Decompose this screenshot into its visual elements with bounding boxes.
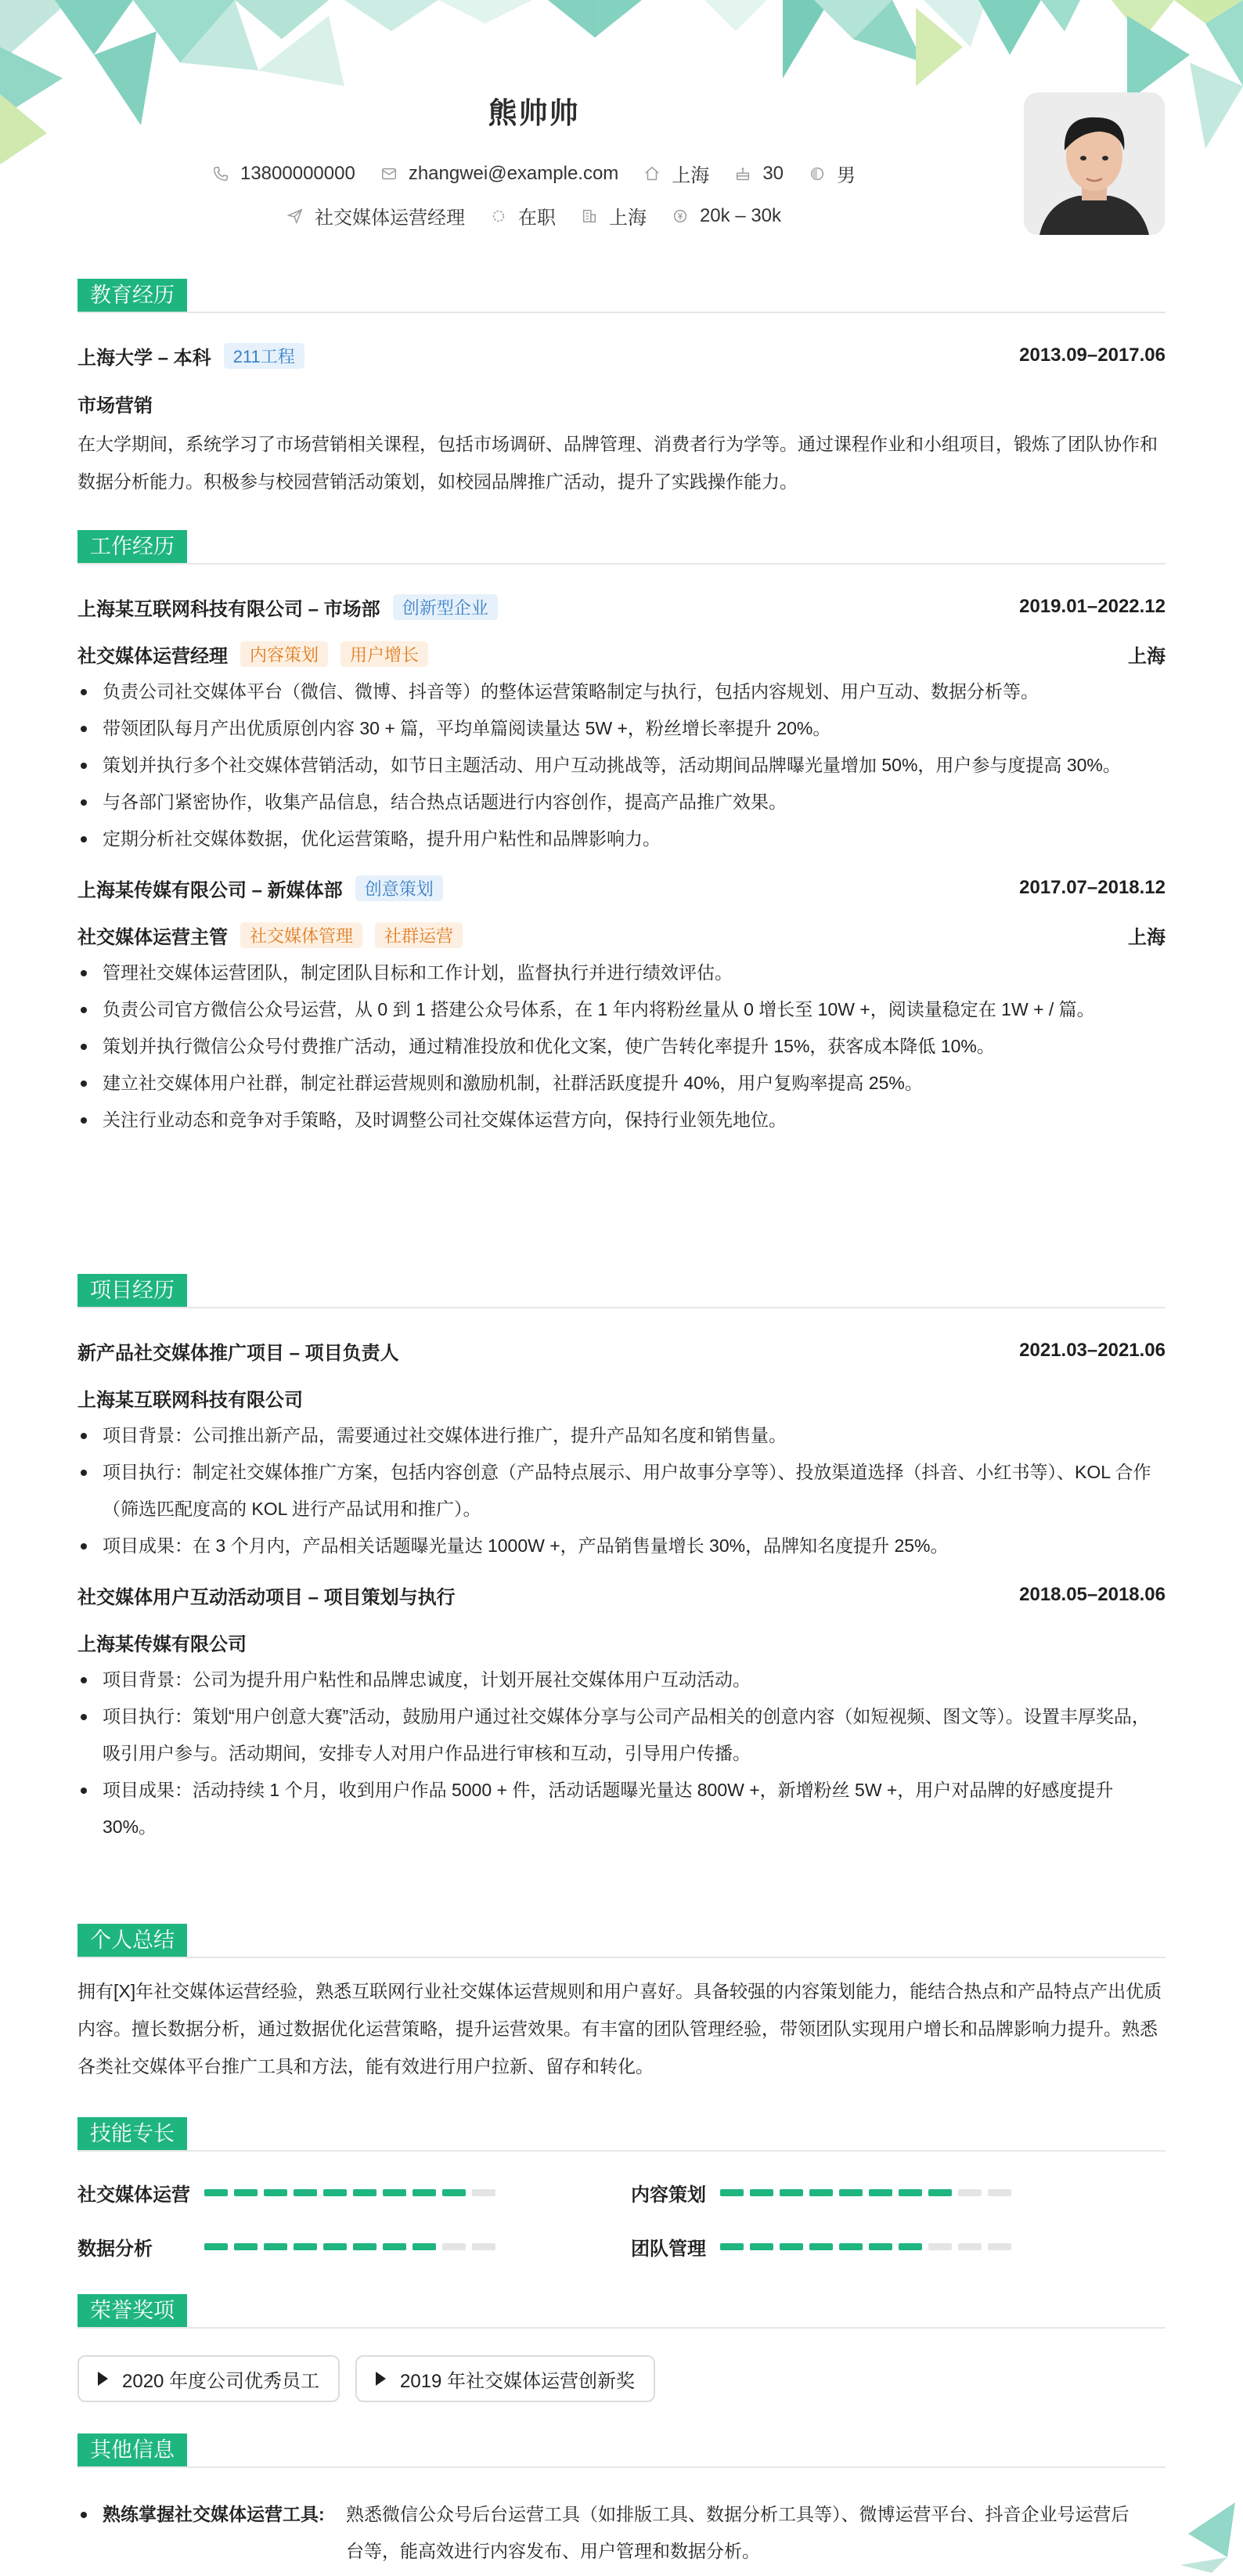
skill-level-segment bbox=[780, 2243, 803, 2250]
skill-level-segment bbox=[413, 2243, 436, 2250]
other-section bbox=[77, 2433, 1166, 2468]
skill-level-segment bbox=[204, 2243, 228, 2250]
other-text-line: 熟悉微信公众号后台运营工具（如排版工具、数据分析工具等）、微博运营平台、抖音企业号运营后 bbox=[346, 2504, 1130, 2524]
section-title: 项目经历 bbox=[77, 1274, 187, 1307]
status-item bbox=[490, 202, 556, 229]
education-desc: 在大学期间，系统学习了市场营销相关课程，包括市场调研、品牌管理、消费者行为学等。通过课程作业和小组项目，锻炼了团队协作和数据分析能力。积极参与校园营销活动策划，如校园品牌推广活动，提升了实践操作能力。 bbox=[77, 434, 1158, 492]
skill-level-segment bbox=[720, 2243, 744, 2250]
company-tag: 创意策划 bbox=[355, 875, 443, 901]
skill-item bbox=[631, 2179, 1018, 2206]
gender-item bbox=[809, 160, 856, 187]
job-role-row bbox=[77, 922, 1166, 948]
job-title: 社交媒体运营经理 bbox=[314, 207, 465, 229]
salary: 20k – 30k bbox=[699, 204, 782, 226]
other-label: 熟练掌握社交媒体运营工具: bbox=[103, 2504, 325, 2524]
status-icon bbox=[490, 207, 507, 225]
summary-text: 拥有[X]年社交媒体运营经验，熟悉互联网行业社交媒体运营规则和用户喜好。具备较强的内容策划能力，能结合热点和产品特点产出优质内容。擅长数据分析，通过数据优化运营策略，提升运营效果。有丰富的团队管理经验，带领团队实现用户增长和品牌影响力提升。熟悉各类社交媒体平台推广工具和方法，能有效进行用户拉新、留存和转化。 bbox=[77, 1981, 1162, 2076]
building-icon bbox=[581, 207, 598, 225]
phone-number: 13800000000 bbox=[240, 162, 355, 184]
education-header bbox=[77, 279, 1166, 313]
skills-section bbox=[77, 2117, 1166, 2152]
education-row bbox=[77, 342, 1166, 369]
role-tag: 社群运营 bbox=[375, 922, 463, 948]
company-name: 上海某互联网科技有限公司 – 市场部 bbox=[77, 598, 380, 620]
project-bullets bbox=[77, 1417, 1166, 1564]
list-item: 带领团队每月产出优质原创内容 30 + 篇，平均单篇阅读量达 5W +，粉丝增长率提升 20%。 bbox=[77, 710, 1166, 747]
bullet-dot bbox=[81, 2512, 87, 2518]
skill-item bbox=[77, 2233, 502, 2260]
job-bullets bbox=[77, 954, 1166, 1138]
section-title: 荣誉奖项 bbox=[77, 2294, 187, 2327]
school-tag: 211工程 bbox=[224, 343, 304, 369]
skill-level-segment bbox=[928, 2243, 952, 2250]
skill-level-segment bbox=[294, 2189, 317, 2196]
list-item: 项目背景：公司为提升用户粘性和品牌忠诚度，计划开展社交媒体用户互动活动。 bbox=[77, 1661, 1166, 1698]
phone-item bbox=[212, 163, 355, 185]
city-item bbox=[643, 160, 709, 187]
skill-name: 内容策划 bbox=[631, 2185, 706, 2206]
skill-level-segment bbox=[720, 2189, 744, 2196]
education-section bbox=[77, 279, 1166, 500]
list-item: 项目执行：策划“用户创意大赛”活动，鼓励用户通过社交媒体分享与公司产品相关的创意内容（如短视频、图文等）。设置丰厚奖品，吸引用户参与。活动期间，安排专人对用户作品进行审核和互动，引导用户传播。 bbox=[77, 1698, 1166, 1772]
project-org: 上海某传媒有限公司 bbox=[77, 1633, 247, 1655]
award-item bbox=[77, 2355, 340, 2402]
list-item: 管理社交媒体运营团队，制定团队目标和工作计划，监督执行并进行绩效评估。 bbox=[77, 954, 1166, 991]
work-header bbox=[77, 530, 1166, 565]
skill-level-segment bbox=[264, 2243, 287, 2250]
role-tag: 用户增长 bbox=[340, 641, 428, 667]
summary-header bbox=[77, 1924, 1166, 1958]
cake-icon bbox=[734, 165, 751, 182]
skill-bar bbox=[204, 2243, 502, 2250]
home-icon bbox=[643, 165, 661, 182]
role-tag: 社交媒体管理 bbox=[240, 922, 362, 948]
skill-bar bbox=[720, 2189, 1018, 2196]
skill-level-segment bbox=[264, 2189, 287, 2196]
project-org: 上海某互联网科技有限公司 bbox=[77, 1389, 303, 1411]
skill-level-segment bbox=[323, 2243, 347, 2250]
section-title: 个人总结 bbox=[77, 1924, 187, 1957]
awards-section bbox=[77, 2294, 1166, 2329]
skill-level-segment bbox=[988, 2189, 1011, 2196]
list-item: 项目成果：活动持续 1 个月，收到用户作品 5000 + 件，活动话题曝光量达 800W +，新增粉丝 5W +，用户对品牌的好感度提升 30%。 bbox=[77, 1772, 1166, 1845]
list-item: 项目成果：在 3 个月内，产品相关话题曝光量达 1000W +，产品销售量增长 30%，品牌知名度提升 25%。 bbox=[77, 1528, 1166, 1564]
skill-level-segment bbox=[442, 2243, 466, 2250]
section-title: 工作经历 bbox=[77, 530, 187, 563]
job-date: 2017.07–2018.12 bbox=[1019, 877, 1166, 898]
role-tag: 内容策划 bbox=[240, 641, 328, 667]
skill-bar bbox=[720, 2243, 1018, 2250]
job-intent-row bbox=[0, 202, 1068, 229]
list-item: 负责公司社交媒体平台（微信、微博、抖音等）的整体运营策略制定与执行，包括内容规划、用户互动、数据分析等。 bbox=[77, 673, 1166, 710]
skill-level-segment bbox=[234, 2243, 258, 2250]
other-header bbox=[77, 2433, 1166, 2468]
skill-level-segment bbox=[899, 2243, 922, 2250]
job-company-row bbox=[77, 593, 1166, 620]
skill-name: 社交媒体运营 bbox=[77, 2185, 190, 2206]
job-title-item bbox=[286, 202, 465, 229]
company-name: 上海某传媒有限公司 – 新媒体部 bbox=[77, 879, 343, 901]
job-location: 上海 bbox=[1128, 645, 1166, 667]
skill-level-segment bbox=[928, 2189, 952, 2196]
city: 上海 bbox=[672, 165, 710, 186]
skills-header bbox=[77, 2117, 1166, 2152]
contact-row bbox=[0, 160, 1068, 187]
work-city: 上海 bbox=[608, 207, 647, 229]
company-tag: 创新型企业 bbox=[393, 594, 498, 620]
list-item: 策划并执行多个社交媒体营销活动，如节日主题活动、用户互动挑战等，活动期间品牌曝光量增加 50%，用户参与度提高 30%。 bbox=[77, 747, 1166, 784]
skill-level-segment bbox=[958, 2189, 982, 2196]
section-title: 教育经历 bbox=[77, 279, 187, 312]
award-label: 2019 年社交媒体运营创新奖 bbox=[400, 2370, 636, 2392]
major: 市场营销 bbox=[77, 395, 153, 417]
projects-section bbox=[77, 1274, 1166, 1845]
email-item bbox=[380, 163, 619, 185]
project-row bbox=[77, 1582, 1166, 1608]
skill-level-segment bbox=[869, 2243, 892, 2250]
email-address: zhangwei@example.com bbox=[408, 162, 619, 184]
list-item: 建立社交媒体用户社群，制定社群运营规则和激励机制，社群活跃度提升 40%，用户复购率提高 25%。 bbox=[77, 1065, 1166, 1102]
email-icon bbox=[380, 165, 398, 182]
section-title: 技能专长 bbox=[77, 2117, 187, 2150]
list-item: 项目背景：公司推出新产品，需要通过社交媒体进行推广，提升产品知名度和销售量。 bbox=[77, 1417, 1166, 1454]
school-name: 上海大学 – 本科 bbox=[77, 347, 211, 369]
job-role: 社交媒体运营主管 bbox=[77, 926, 228, 948]
project-date: 2021.03–2021.06 bbox=[1019, 1340, 1166, 1361]
skill-level-segment bbox=[750, 2243, 773, 2250]
skill-level-segment bbox=[839, 2189, 863, 2196]
candidate-name: 熊帅帅 bbox=[488, 97, 580, 129]
skill-name: 数据分析 bbox=[77, 2239, 153, 2260]
list-item: 与各部门紧密协作，收集产品信息，结合热点话题进行内容创作，提高产品推广效果。 bbox=[77, 784, 1166, 821]
money-icon bbox=[672, 207, 689, 225]
skill-level-segment bbox=[809, 2243, 833, 2250]
other-text-line: 台等，能高效进行内容发布、用户管理和数据分析。 bbox=[346, 2541, 760, 2561]
send-icon bbox=[286, 207, 304, 225]
work-city-item bbox=[581, 202, 647, 229]
age-item bbox=[734, 163, 784, 185]
gender: 男 bbox=[837, 165, 856, 186]
project-name: 社交媒体用户互动活动项目 – 项目策划与执行 bbox=[77, 1586, 456, 1608]
skill-level-segment bbox=[899, 2189, 922, 2196]
list-item: 定期分析社交媒体数据，优化运营策略，提升用户粘性和品牌影响力。 bbox=[77, 821, 1166, 857]
skill-bar bbox=[204, 2189, 502, 2196]
job-location: 上海 bbox=[1128, 926, 1166, 948]
list-item: 关注行业动态和竞争对手策略，及时调整公司社交媒体运营方向，保持行业领先地位。 bbox=[77, 1102, 1166, 1138]
education-date: 2013.09–2017.06 bbox=[1019, 345, 1166, 366]
skill-level-segment bbox=[234, 2189, 258, 2196]
skill-level-segment bbox=[472, 2243, 495, 2250]
project-name: 新产品社交媒体推广项目 – 项目负责人 bbox=[77, 1342, 399, 1364]
skill-level-segment bbox=[442, 2189, 466, 2196]
job-status: 在职 bbox=[517, 207, 556, 229]
profile-photo bbox=[1024, 92, 1165, 235]
section-title: 其他信息 bbox=[77, 2433, 187, 2466]
skill-level-segment bbox=[750, 2189, 773, 2196]
skill-level-segment bbox=[323, 2189, 347, 2196]
avatar-icon bbox=[1024, 92, 1165, 235]
skill-level-segment bbox=[988, 2243, 1011, 2250]
work-section bbox=[77, 530, 1166, 1138]
job-bullets bbox=[77, 673, 1166, 857]
skill-item bbox=[77, 2179, 502, 2206]
skill-level-segment bbox=[809, 2189, 833, 2196]
skill-level-segment bbox=[383, 2243, 406, 2250]
skill-level-segment bbox=[472, 2189, 495, 2196]
list-item: 策划并执行微信公众号付费推广活动，通过精准投放和优化文案，使广告转化率提升 15%，获客成本降低 10%。 bbox=[77, 1028, 1166, 1065]
skill-level-segment bbox=[413, 2189, 436, 2196]
other-text bbox=[346, 2496, 1176, 2570]
skill-level-segment bbox=[780, 2189, 803, 2196]
skill-level-segment bbox=[839, 2243, 863, 2250]
age: 30 bbox=[762, 162, 784, 184]
skill-item bbox=[631, 2233, 1018, 2260]
skill-name: 团队管理 bbox=[631, 2239, 706, 2260]
project-date: 2018.05–2018.06 bbox=[1019, 1584, 1166, 1605]
skill-level-segment bbox=[383, 2189, 406, 2196]
projects-header bbox=[77, 1274, 1166, 1308]
award-label: 2020 年度公司优秀员工 bbox=[122, 2370, 320, 2392]
job-role-row bbox=[77, 640, 1166, 667]
play-icon bbox=[98, 2372, 108, 2386]
project-row bbox=[77, 1337, 1166, 1364]
gender-icon bbox=[809, 165, 826, 182]
skill-level-segment bbox=[294, 2243, 317, 2250]
skill-level-segment bbox=[204, 2189, 228, 2196]
skill-level-segment bbox=[353, 2189, 377, 2196]
skill-level-segment bbox=[869, 2189, 892, 2196]
project-bullets bbox=[77, 1661, 1166, 1845]
play-icon bbox=[376, 2372, 386, 2386]
list-item: 负责公司官方微信公众号运营，从 0 到 1 搭建公众号体系，在 1 年内将粉丝量从 0 增长至 10W +，阅读量稳定在 1W + / 篇。 bbox=[77, 991, 1166, 1028]
job-company-row bbox=[77, 875, 1166, 901]
list-item: 项目执行：制定社交媒体推广方案，包括内容创意（产品特点展示、用户故事分享等）、投放渠道选择（抖音、小红书等）、KOL 合作（筛选匹配度高的 KOL 进行产品试用和推广）。 bbox=[77, 1454, 1166, 1528]
award-item bbox=[355, 2355, 655, 2402]
skill-level-segment bbox=[353, 2243, 377, 2250]
awards-header bbox=[77, 2294, 1166, 2329]
summary-section bbox=[77, 1924, 1166, 2085]
salary-item bbox=[672, 205, 781, 227]
job-date: 2019.01–2022.12 bbox=[1019, 596, 1166, 617]
job-role: 社交媒体运营经理 bbox=[77, 645, 228, 667]
phone-icon bbox=[212, 165, 229, 182]
skill-level-segment bbox=[958, 2243, 982, 2250]
